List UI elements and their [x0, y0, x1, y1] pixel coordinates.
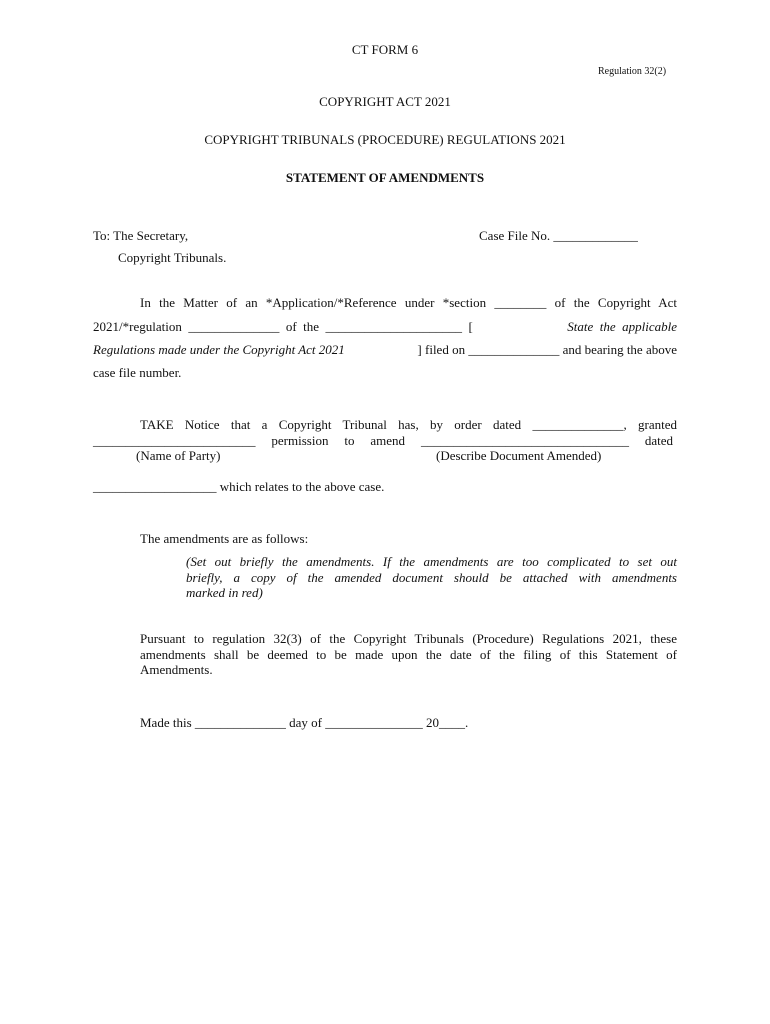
matter-line2-italic: State the applicable: [567, 319, 677, 334]
act-title: COPYRIGHT ACT 2021: [319, 94, 451, 109]
form-title: CT FORM 6: [351, 42, 419, 57]
matter-line4: case file number.: [93, 365, 182, 380]
pursuant-line1: Pursuant to regulation 32(3) of the Copyright Tribunals (Procedure) Regulations 2021, these: [140, 631, 677, 646]
matter-line3-text: ] filed on ______________ and bearing the above: [417, 342, 677, 357]
matter-line3-italic: Regulations made under the Copyright Act 2021: [93, 342, 345, 357]
addressee-line2: Copyright Tribunals.: [118, 250, 227, 265]
notice-line2: _________________________ permission to amend ________________________________ dated: [93, 433, 673, 448]
matter-line2: [93, 319, 677, 335]
caption-party: (Name of Party): [136, 448, 221, 463]
amendments-note-line2: briefly, a copy of the amended document should be attached with amendments: [186, 570, 677, 585]
made-this-line: Made this ______________ day of _______________ 20____.: [140, 715, 469, 730]
matter-line1: In the Matter of an *Application/*Reference under *section ________ of the Copyright Act: [140, 295, 677, 310]
pursuant-line3: Amendments.: [140, 662, 213, 677]
amendments-intro: The amendments are as follows:: [140, 531, 309, 546]
case-file-number: Case File No. _____________: [479, 228, 638, 243]
pursuant-line2: amendments shall be deemed to be made upon the date of the filing of this Statement of: [140, 647, 677, 662]
addressee-line1: To: The Secretary,: [93, 228, 189, 243]
caption-document: (Describe Document Amended): [436, 448, 602, 463]
matter-line2-text: 2021/*regulation ______________ of the _____________________ [: [93, 319, 473, 334]
notice-line1: TAKE Notice that a Copyright Tribunal has, by order dated ______________, granted: [140, 417, 677, 432]
amendments-note-line1: (Set out briefly the amendments. If the amendments are too complicated to set out: [186, 554, 677, 569]
statement-title: STATEMENT OF AMENDMENTS: [285, 170, 485, 185]
regulation-reference: Regulation 32(2): [598, 66, 667, 77]
matter-line3: [93, 342, 677, 358]
regulations-title: COPYRIGHT TRIBUNALS (PROCEDURE) REGULATIONS 2021: [204, 132, 566, 147]
notice-line3: ___________________ which relates to the above case.: [93, 479, 385, 494]
amendments-note-line3: marked in red): [186, 585, 263, 600]
